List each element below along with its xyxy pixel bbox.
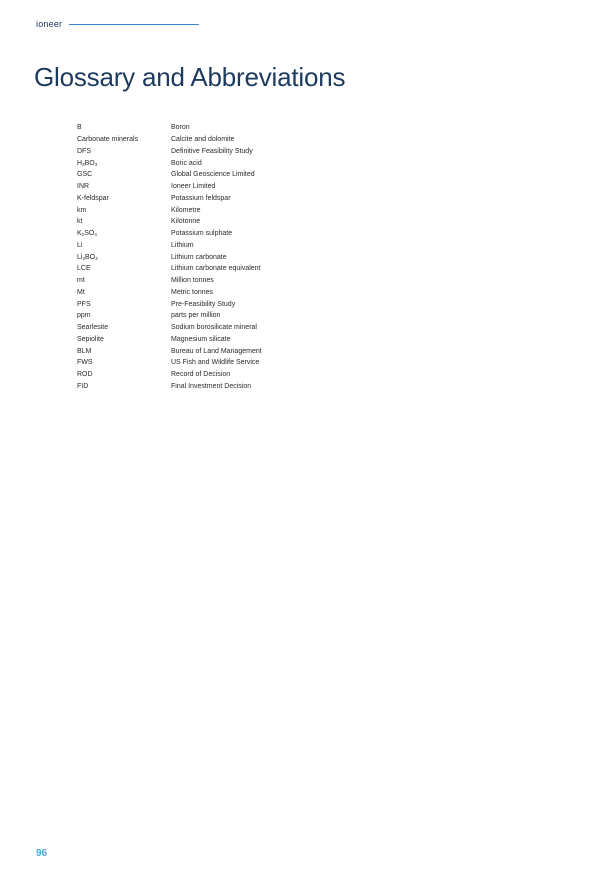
glossary-row	[77, 263, 262, 275]
glossary-term: Searlesite	[77, 324, 109, 332]
glossary-row	[77, 157, 262, 169]
glossary-row	[77, 193, 262, 205]
page-title: Glossary and Abbreviations	[34, 62, 346, 92]
glossary-definition: Metric tonnes	[171, 288, 214, 296]
glossary-row	[77, 275, 262, 287]
glossary-definition: parts per million	[171, 312, 221, 320]
glossary-term: mt	[77, 277, 85, 285]
glossary-term: FWS	[77, 359, 93, 367]
glossary-term: Mt	[77, 288, 85, 296]
glossary-term: LCE	[77, 265, 91, 273]
glossary-definition: Final Investment Decision	[171, 382, 252, 390]
glossary-definition: Lithium carbonate equivalent	[171, 265, 261, 273]
glossary-list	[77, 122, 262, 392]
glossary-row	[77, 216, 262, 228]
brand-name: ioneer	[36, 19, 63, 29]
glossary-definition: Ioneer Limited	[171, 183, 216, 191]
glossary-term: kt	[77, 218, 83, 226]
glossary-term: ROD	[77, 371, 93, 379]
glossary-term: DFS	[77, 147, 91, 155]
glossary-row	[77, 345, 262, 357]
glossary-term: Carbonate minerals	[77, 136, 139, 144]
glossary-definition: Boric acid	[171, 159, 202, 167]
glossary-term: GSC	[77, 171, 93, 179]
glossary-definition: Potassium sulphate	[171, 230, 233, 238]
glossary-definition: Potassium feldspar	[171, 194, 231, 202]
glossary-definition: Lithium	[171, 241, 194, 249]
glossary-definition: Kilotonne	[171, 218, 201, 226]
glossary-term: ppm	[77, 312, 91, 320]
glossary-term: Li	[77, 241, 83, 249]
glossary-definition: Record of Decision	[171, 371, 231, 379]
glossary-row	[77, 334, 262, 346]
glossary-definition: Calcite and dolomite	[171, 136, 235, 144]
glossary-term: PFS	[77, 300, 91, 308]
glossary-term: B	[77, 124, 82, 132]
glossary-definition: Magnesium silicate	[171, 335, 231, 343]
glossary-definition: Global Geoscience Limited	[171, 171, 255, 179]
glossary-row	[77, 169, 262, 181]
glossary-row	[77, 310, 262, 322]
glossary-row	[77, 181, 262, 193]
glossary-row	[77, 298, 262, 310]
page-header	[36, 19, 199, 29]
glossary-row	[77, 251, 262, 263]
glossary-row	[77, 287, 262, 299]
glossary-row	[77, 204, 262, 216]
glossary-row	[77, 381, 262, 393]
glossary-term: INR	[77, 183, 90, 191]
glossary-row	[77, 134, 262, 146]
glossary-definition: Sodium borosilicate mineral	[171, 324, 257, 332]
glossary-row	[77, 146, 262, 158]
glossary-row	[77, 322, 262, 334]
glossary-term: km	[77, 206, 87, 214]
header-rule	[69, 24, 199, 25]
glossary-term: FID	[77, 382, 89, 390]
glossary-definition: Lithium carbonate	[171, 253, 227, 261]
glossary-term: Sepiolite	[77, 335, 104, 343]
glossary-definition: Pre-Feasibility Study	[171, 300, 236, 308]
glossary-row	[77, 122, 262, 134]
glossary-row	[77, 369, 262, 381]
glossary-definition: Kilometre	[171, 206, 201, 214]
glossary-definition: Definitive Feasibility Study	[171, 147, 253, 155]
glossary-term: K-feldspar	[77, 194, 109, 202]
glossary-row	[77, 240, 262, 252]
glossary-term: BLM	[77, 347, 92, 355]
glossary-row	[77, 357, 262, 369]
glossary-term: $Li_2BO_3$	[77, 253, 98, 261]
glossary-definition: Bureau of Land Management	[171, 347, 262, 355]
glossary-definition: Million tonnes	[171, 277, 214, 285]
glossary-definition: Boron	[171, 124, 190, 132]
glossary-term: $H_3BO_3$	[77, 159, 98, 167]
glossary-term: $K_2SO_4$	[77, 230, 97, 238]
glossary-definition: US Fish and Wildlife Service	[171, 359, 260, 367]
glossary-row	[77, 228, 262, 240]
page-number: 96	[36, 848, 48, 859]
